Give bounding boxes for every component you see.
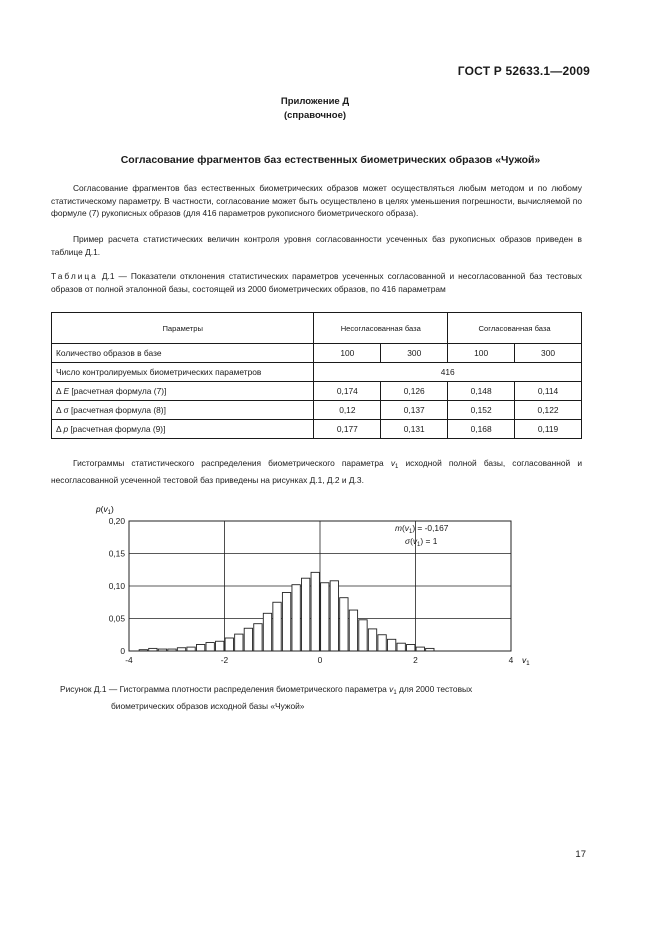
histogram-bar: [368, 629, 376, 651]
y-axis-label: [95, 504, 114, 516]
table-row: [52, 363, 582, 382]
histogram-bar: [359, 620, 367, 651]
table-caption: [51, 270, 582, 295]
figure-caption-text-a: Рисунок Д.1 — Гистограмма плотности распределения биометрического параметра: [60, 684, 390, 694]
histogram-bar: [330, 581, 338, 651]
table-row: [52, 382, 582, 401]
row-label-text: [расчетная формула (7)]: [69, 386, 167, 396]
header-unmatched: Несогласованная база: [314, 313, 448, 344]
histogram-bar: [225, 638, 233, 651]
table-cell: 100: [448, 344, 515, 363]
y-tick-label: 0,05: [108, 613, 125, 624]
table-cell: 0,131: [381, 420, 448, 439]
table-cell: 0,114: [515, 382, 582, 401]
paragraph-2: [51, 233, 582, 258]
figure-caption-text-b: для 2000 тестовых: [396, 684, 473, 694]
histogram-bar: [397, 643, 405, 651]
histogram-bar: [187, 647, 195, 651]
y-tick-label: 0: [120, 646, 125, 656]
table-row: [52, 420, 582, 439]
annex-heading: [0, 95, 630, 123]
paragraph-3-text-a: Гистограммы статистического распределения биометрического параметра: [73, 458, 391, 468]
histogram-bar: [416, 647, 424, 651]
histogram-bar: [196, 645, 204, 652]
y-tick-label: 0,15: [108, 548, 125, 559]
histogram-bar: [292, 585, 300, 651]
chart-annotation: $\sigma(v_1) = 1$: [405, 536, 438, 548]
row-label: Число контролируемых биометрических параметров: [52, 363, 314, 382]
table-caption-text: Д.1 — Показатели отклонения статистических параметров усеченных согласованной и несогласованной баз тестовых образов от полной эталонной базы, состоящей из 2000 биометрических образов, по 416 параметрам: [51, 271, 582, 294]
histogram-bar: [263, 613, 271, 651]
histogram-bar: [340, 598, 348, 651]
x-tick-label: -4: [125, 655, 133, 665]
table-cell: 0,137: [381, 401, 448, 420]
row-label: Количество образов в базе: [52, 344, 314, 363]
table-cell: 0,168: [448, 420, 515, 439]
histogram-chart: [90, 500, 550, 675]
var-e: E: [63, 386, 70, 396]
table-cell: 300: [381, 344, 448, 363]
table-cell: 0,148: [448, 382, 515, 401]
annex-subtitle: (справочное): [283, 110, 347, 121]
var-v-sub: 1: [395, 464, 399, 470]
table-caption-label: Таблица: [51, 271, 98, 281]
header-matched: Согласованная база: [448, 313, 582, 344]
figure-caption-var: v: [389, 684, 394, 694]
table-cell: 0,126: [381, 382, 448, 401]
x-tick-label: 0: [317, 655, 323, 665]
chart-grid: [129, 521, 511, 651]
paragraph-2-text: Пример расчета статистических величин контроля уровня согласованности усеченных баз рукописных образов приведен в таблице Д.1.: [51, 234, 582, 257]
y-tick-label: 0,10: [108, 581, 125, 591]
x-axis-label-text: $v_1$: [522, 655, 530, 667]
row-label-text: [расчетная формула (9)]: [68, 424, 166, 434]
annex-title: Приложение Д: [280, 96, 350, 107]
row-label-text: [расчетная формула (8)]: [68, 405, 166, 415]
figure-caption-sub: 1: [393, 690, 397, 696]
var-p: p: [63, 424, 69, 434]
table-cell: 0,177: [314, 420, 381, 439]
histogram-bar: [273, 602, 281, 651]
page-number: 17: [575, 849, 586, 860]
histogram-bar: [282, 593, 290, 652]
chart-annotation: $m(v_1) = -0,167$: [395, 523, 449, 535]
paragraph-1: [51, 182, 582, 220]
delta-symbol: Δ: [56, 424, 62, 434]
table-cell: 100: [314, 344, 381, 363]
histogram-bar: [378, 635, 386, 651]
x-tick-label: -2: [220, 655, 229, 665]
table-row: [52, 344, 582, 363]
chart-annotations: [395, 523, 449, 548]
histogram-bar: [244, 628, 252, 651]
table-header-row: [52, 313, 582, 344]
x-axis-label: [522, 655, 530, 667]
data-table: [51, 312, 582, 439]
standard-designation: ГОСТ Р 52633.1—2009: [457, 64, 590, 78]
figure-caption: [60, 683, 580, 712]
figure-caption-line2: биометрических образов исходной базы «Чужой»: [111, 700, 305, 711]
histogram-bar: [321, 583, 329, 651]
x-tick-label: 4: [508, 655, 514, 665]
row-label: [52, 401, 314, 420]
x-tick-label: 2: [413, 655, 418, 665]
section-title: Согласование фрагментов баз естественных биометрических образов «Чужой»: [120, 154, 541, 166]
delta-symbol: Δ: [56, 386, 62, 396]
table-cell: 0,12: [314, 401, 381, 420]
y-tick-label: 0,20: [108, 516, 125, 526]
histogram-bar: [311, 572, 319, 651]
table-cell: 0,122: [515, 401, 582, 420]
histogram-bar: [407, 645, 415, 652]
histogram-bar: [387, 639, 395, 651]
y-axis-label-text: $p(v_1)$: [96, 504, 114, 516]
histogram-bar: [254, 624, 262, 651]
histogram-bar: [235, 634, 243, 651]
table-row: [52, 401, 582, 420]
table-cell: 0,119: [515, 420, 582, 439]
chart-bars: [139, 572, 434, 651]
histogram-bar: [216, 641, 224, 651]
figure-caption-line1: [60, 683, 580, 700]
histogram-bar: [206, 643, 214, 651]
var-v: v: [390, 458, 395, 468]
paragraph-3-text-b: исходной полной базы, согласованной и несогласованной усеченной тестовой баз приведены на рисунках Д.1, Д.2 и Д.3.: [51, 458, 582, 485]
row-label: [52, 420, 314, 439]
table-cell: 416: [314, 363, 582, 382]
paragraph-1-text: Согласование фрагментов баз естественных биометрических образов может осуществляться любым методом и по любому статистическому параметру. В частности, согласование может быть осуществлено в целях уменьшения погрешности, вычисляемой по формуле (7) рукописных образов (для 416 параметров рукописного биометрического образа).: [51, 183, 582, 219]
delta-sigma-symbol: Δ σ: [56, 405, 69, 415]
histogram-bar: [349, 610, 357, 651]
table-cell: 0,174: [314, 382, 381, 401]
table-cell: 0,152: [448, 401, 515, 420]
header-params: Параметры: [52, 313, 314, 344]
paragraph-3: [51, 457, 582, 486]
row-label: [52, 382, 314, 401]
table-cell: 300: [515, 344, 582, 363]
histogram-bar: [302, 578, 310, 651]
